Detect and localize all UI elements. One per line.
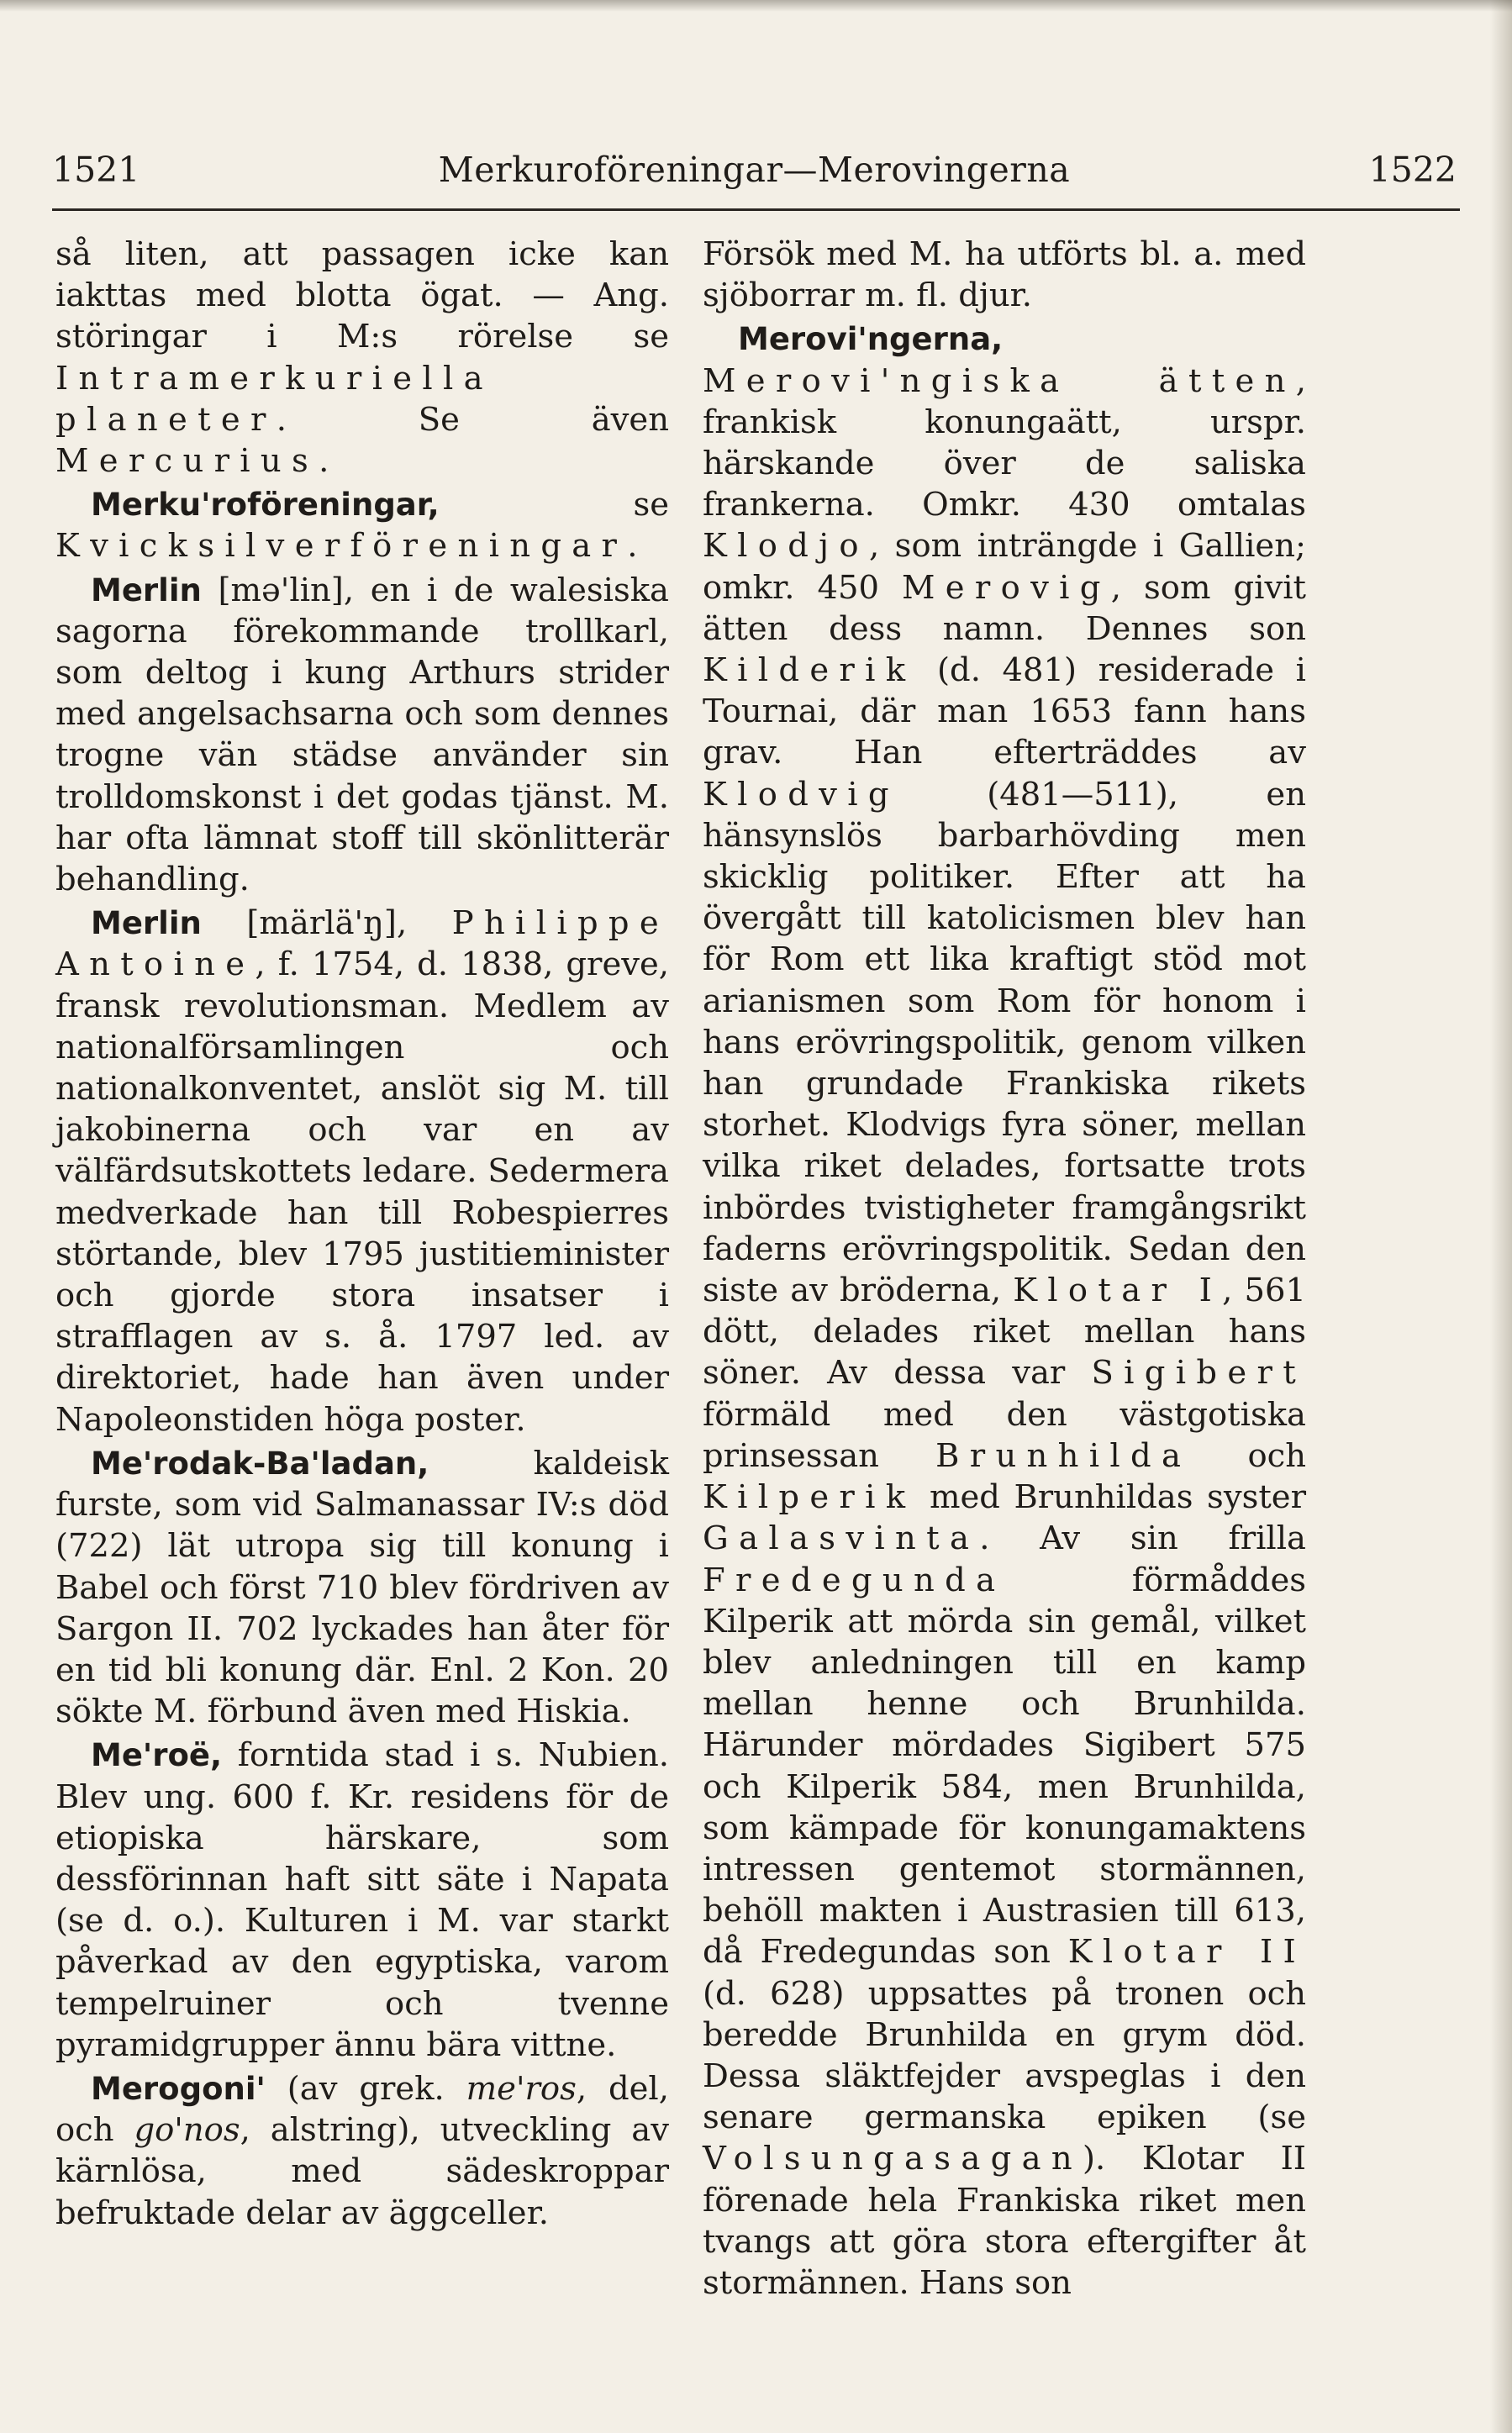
entry-merlin-2: Merlin [märlä'ŋ], Philippe Antoine, f. 1754, d. 1838, greve, fransk revolutionsman. Medlem av nationalförsamlingen och nationalkonventet, anslöt sig M. till jakobinerna och var en av välfärdsutskottets ledare. Sedermera medverkade han till Robespierres störtande, blev 1795 justitieminister och gjorde stora insatser i strafflagen av s. å. 1797 led. av direktoriet, hade han även under Napoleonstiden höga poster.	[55, 904, 669, 1439]
entry-merogoni-continuation: Försök med M. ha utförts bl. a. med sjöborrar m. fl. djur.	[703, 235, 1306, 315]
entry-merlin-1: Merlin [mə'lin], en i de walesiska sagorna förekommande trollkarl, som deltog i kung Arthurs strider med angelsachsarna och som dennes trogne vän städse använder sin trolldomskonst i det godas tjänst. M. har ofta lämnat stoff till skönlitterär behandling.	[55, 571, 669, 899]
page-number-left: 1521	[52, 150, 140, 190]
headword: Me'roë,	[91, 1737, 223, 1774]
headword: Me'rodak-Ba'ladan,	[91, 1445, 429, 1482]
headword: Merogoni'	[91, 2070, 266, 2107]
headword: Merlin	[91, 905, 202, 942]
scan-shadow-top	[0, 0, 1512, 12]
scan-shadow-right	[1490, 0, 1512, 2433]
entry-merovingerna: Merovi'ngerna, Merovi'ngiska ätten, frankisk konungaätt, urspr. härskande över de saliska frankerna. Omkr. 430 omtalas Klodjo, som inträngde i Gallien; omkr. 450 Merovig, som givit ätten dess namn. Dennes son Kilderik (d. 481) residerade i Tournai, där man 1653 fann hans grav. Han efterträddes av Klodvig (481—511), en hänsynslös barbarhövding men skicklig politiker. Efter att ha övergått till katolicismen blev han för Rom ett lika kraftigt stöd mot arianismen som Rom för honom i hans erövringspolitik, genom vilken han grundade Frankiska rikets storhet. Klodvigs fyra söner, mellan vilka riket delades, fortsatte trots inbördes tvistigheter framgångsrikt faderns erövringspolitik. Sedan den siste av bröderna, Klotar I, 561 dött, delades riket mellan hans söner. Av dessa var Sigibert förmäld med den västgotiska prinsessan Brunhilda och Kilperik med Brunhildas syster Galasvinta. Av sin frilla Fredegunda förmåddes Kilperik att mörda sin gemål, vilket blev anledningen till en kamp mellan henne och Brunhilda. Härunder mördades Sigibert 575 och Kilperik 584, men Brunhilda, som kämpade för konungamaktens intressen gentemot stormännen, behöll makten i Austrasien till 613, då Fredegundas son Klotar II (d. 628) uppsattes på tronen och beredde Brunhilda en grym död. Dessa släktfejder avspeglas i den senare germanska epiken (se Volsungasagan). Klotar II förenade hela Frankiska riket men tvangs att göra stora eftergifter åt stormännen. Hans son	[703, 321, 1307, 2302]
page-number-right: 1522	[1368, 150, 1457, 190]
headword: Merlin	[91, 571, 202, 608]
headword: Merovi'ngerna,	[738, 321, 1004, 358]
entry-merogoni: Merogoni' (av grek. me'ros, del, och go'nos, alstring), utveckling av kärnlösa, med sädeskroppar befruktade delar av äggceller.	[55, 2069, 669, 2232]
column-right	[703, 234, 1306, 2306]
header-rule	[52, 208, 1460, 211]
running-head	[52, 145, 1457, 195]
entry-merkuroforeningar: Merku'roföreningar, se Kvicksilverföreningar.	[55, 486, 669, 566]
entry-meroe: Me'roë, forntida stad i s. Nubien. Blev ung. 600 f. Kr. residens för de etiopiska härskare, som dessförinnan haft sitt säte i Napata (se d. o.). Kulturen i M. var starkt påverkad av den egyptiska, varom tempelruiner och tvenne pyramidgrupper ännu bära vittne.	[55, 1736, 669, 2064]
column-left	[55, 234, 669, 2236]
entry-continuation: så liten, att passagen icke kan iakttas med blotta ögat. — Ang. störingar i M:s rörelse se Intramerkuriella planeter. Se även Mercurius.	[55, 235, 669, 481]
headword: Merku'roföreningar,	[91, 487, 440, 524]
entry-merodak-baladan: Me'rodak-Ba'ladan, kaldeisk furste, som vid Salmanassar IV:s död (722) lät utropa sig till konung i Babel och först 710 blev fördriven av Sargon II. 702 lyckades han åter för en tid bli konung där. Enl. 2 Kon. 20 sökte M. förbund även med Hiskia.	[55, 1444, 669, 1731]
running-title: Merkuroföreningar—Merovingerna	[438, 150, 1071, 190]
